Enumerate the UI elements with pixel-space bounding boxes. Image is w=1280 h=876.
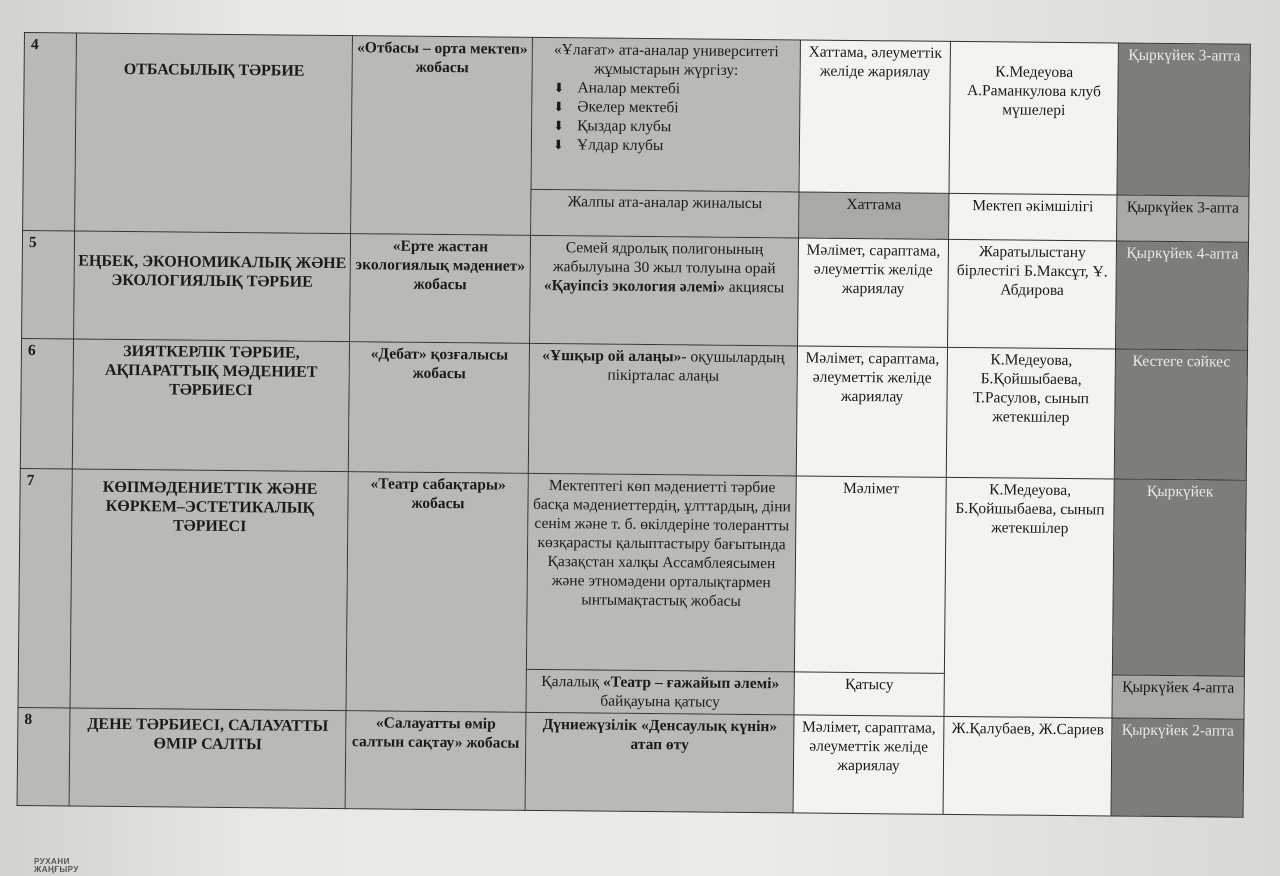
date-cell: Қыркүйек 4-апта (1112, 675, 1244, 719)
form-cell: Мәлімет (794, 476, 946, 673)
list-item: ⬇ Әкелер мектебі (553, 98, 679, 117)
row-number: 8 (17, 707, 70, 805)
responsible-cell: Ж.Қалубаев, Ж.Сариев (943, 716, 1112, 816)
event-title: «Ұшқыр ой алаңы»- (542, 346, 687, 366)
arrow-down-icon: ⬇ (553, 80, 565, 96)
form-cell: Хаттама (799, 192, 949, 239)
event-cell (531, 37, 800, 192)
area-cell: ДЕНЕ ТӘРБИЕСІ, САЛАУАТТЫ ӨМІР САЛТЫ (69, 708, 346, 809)
form-cell: Мәлімет, сараптама, әлеуметтік желіде жариялау (796, 346, 947, 477)
area-cell: ЕҢБЕК, ЭКОНОМИКАЛЫҚ ЖӘНЕ ЭКОЛОГИЯЛЫҚ ТӘРБИЕ (74, 231, 351, 342)
responsible-cell: Мектеп әкімшілігі (949, 193, 1117, 241)
project-cell: «Театр сабақтары» жобасы (346, 472, 528, 713)
date-cell: Қыркүйек 2-апта (1111, 718, 1244, 817)
event-text: «Ұлағат» ата-аналар университеті жұмыстарын жүргізу: (553, 41, 779, 79)
area-cell: КӨПМӘДЕНИЕТТІК ЖӘНЕ КӨРКЕМ–ЭСТЕТИКАЛЫҚ ТӘРИЕСІ (70, 469, 348, 711)
date-cell: Қыркүйек 3-апта (1117, 43, 1250, 196)
area-cell: ОТБАСЫЛЫҚ ТӘРБИЕ (75, 33, 353, 234)
event-cell: Мектептегі көп мәдениетті тәрбие басқа мәдениеттердің, ұлттардың, діни сенім және т. б. өкілдеріне толерантты көзқарасты қалыптастыру бағытында Қазақстан халқы Ассамблеясымен және этномәдени орталықтармен ынтымақтастық жобасы (526, 473, 796, 672)
arrow-down-icon: ⬇ (553, 99, 565, 115)
project-cell: «Салауатты өмір салтын сақтау» жобасы (345, 711, 526, 811)
event-title: «Қауіпсіз экология әлемі» (543, 277, 725, 296)
table-row (17, 707, 1244, 817)
list-item: ⬇ Аналар мектебі (553, 79, 681, 98)
form-cell: Қатысу (794, 672, 944, 716)
project-cell: «Отбасы – орта мектеп» жобасы (351, 36, 533, 236)
education-plan-table (17, 32, 1251, 818)
responsible-cell: К.Медеуова А.Раманкулова клуб мүшелері (949, 41, 1118, 195)
arrow-down-icon: ⬇ (552, 137, 564, 153)
project-cell: «Ерте жастан экологиялық мәдениет» жобасы (350, 234, 531, 344)
responsible-cell: К.Медеуова, Б.Қойшыбаева, Т.Расулов, сынып жетекшілер (946, 347, 1115, 479)
footer-logo: РУХАНИ ЖАҢҒЫРУ (34, 857, 79, 874)
table-row (22, 230, 1249, 350)
project-cell: «Дебат» қозғалысы жобасы (348, 342, 529, 474)
area-cell: ЗИЯТКЕРЛІК ТӘРБИЕ, АҚПАРАТТЫҚ МӘДЕНИЕТ ТӘРБИЕСІ (72, 339, 349, 472)
form-cell: Мәлімет, сараптама, әлеуметтік желіде жариялау (798, 238, 949, 347)
row-number: 7 (18, 468, 72, 707)
form-cell: Хаттама, әлеуметтік желіде жариялау (799, 40, 950, 193)
date-cell: Қыркүйек (1112, 479, 1246, 676)
event-cell: Дүниежүзілік «Денсаулық күнін» атап өту (525, 712, 794, 813)
event-cell: Жалпы ата-аналар жиналысы (531, 189, 799, 238)
row-number: 6 (20, 338, 73, 468)
table-row (23, 33, 1250, 197)
responsible-cell: Жаратылыстану бірлестігі Б.Максұт, Ұ. Абдирова (948, 239, 1117, 349)
event-title: «Театр – ғажайып әлемі» (602, 673, 780, 693)
event-cell: Қалалық «Театр – ғажайып әлемі» байқауына қатысу (526, 669, 794, 715)
list-item: ⬇ Қыздар клубы (553, 117, 672, 136)
arrow-down-icon: ⬇ (553, 118, 565, 134)
row-number: 5 (22, 230, 75, 338)
club-list (535, 78, 797, 157)
event-cell: «Ұшқыр ой алаңы»- оқушылардың пікірталас алаңы (528, 343, 797, 476)
date-cell: Қыркүйек 4-апта (1116, 241, 1249, 350)
responsible-cell: К.Медеуова, Б.Қойшыбаева, сынып жетекшілер (944, 477, 1114, 718)
event-cell: Семей ядролық полигонының жабылуына 30 жыл толуына орай «Қауіпсіз экология әлемі» акциясы (530, 235, 799, 346)
row-number: 4 (23, 33, 77, 231)
list-item: ⬇ Ұлдар клубы (552, 136, 664, 155)
table-row (20, 338, 1247, 480)
date-cell: Кестеге сәйкес (1114, 349, 1247, 480)
form-cell: Мәлімет, сараптама, әлеуметтік желіде жариялау (793, 715, 944, 814)
table-row (18, 468, 1246, 676)
date-cell: Қыркүйек 3-апта (1117, 195, 1249, 242)
